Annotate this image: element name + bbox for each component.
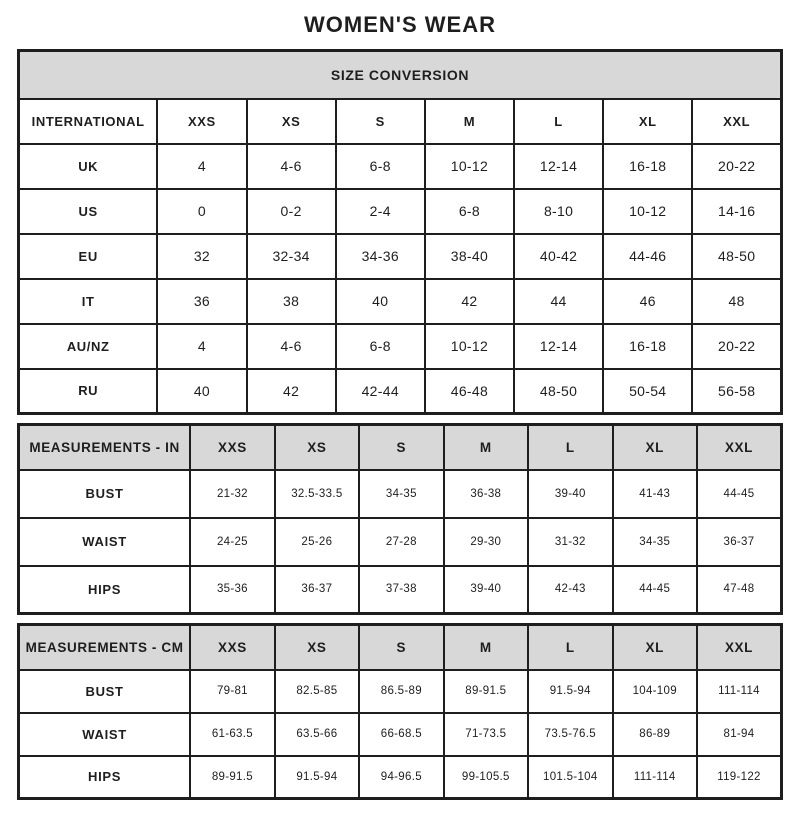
measurements-in-cell-bust-m: 36-38 <box>444 470 528 518</box>
measurements-cm-row-label-waist: WAIST <box>19 713 191 756</box>
measurements-cm-row-label-hips: HIPS <box>19 756 191 799</box>
measurements-cm-cell-hips-s: 94-96.5 <box>359 756 443 799</box>
size-conversion-cell-uk-xs: 4-6 <box>247 144 336 189</box>
size-conversion-cell-uk-xl: 16-18 <box>603 144 692 189</box>
size-conversion-cell-eu-s: 34-36 <box>336 234 425 279</box>
measurements-cm-cell-bust-xs: 82.5-85 <box>275 670 359 713</box>
measurements-in-cell-waist-s: 27-28 <box>359 518 443 566</box>
measurements-in-cell-waist-m: 29-30 <box>444 518 528 566</box>
size-conversion-cell-it-l: 44 <box>514 279 603 324</box>
measurements-cm-cell-waist-l: 73.5-76.5 <box>528 713 612 756</box>
size-conversion-cell-ru-xxl: 56-58 <box>692 369 781 414</box>
size-conversion-row-uk <box>19 144 782 189</box>
size-conversion-cell-it-s: 40 <box>336 279 425 324</box>
size-conversion-cell-au-nz-xl: 16-18 <box>603 324 692 369</box>
measurements-in-row-label-hips: HIPS <box>19 566 191 614</box>
size-conversion-column-header-xl: XL <box>603 99 692 144</box>
size-conversion-cell-eu-xl: 44-46 <box>603 234 692 279</box>
size-conversion-row-it <box>19 279 782 324</box>
size-conversion-row-label-it: IT <box>19 279 158 324</box>
measurements-in-column-header-measurements-in: MEASUREMENTS - IN <box>19 425 191 470</box>
size-conversion-cell-au-nz-xxs: 4 <box>157 324 246 369</box>
size-conversion-cell-au-nz-l: 12-14 <box>514 324 603 369</box>
size-conversion-cell-ru-l: 48-50 <box>514 369 603 414</box>
measurements-cm-cell-bust-xxs: 79-81 <box>190 670 274 713</box>
measurements-cm-row-hips <box>19 756 782 799</box>
size-conversion-cell-ru-xs: 42 <box>247 369 336 414</box>
measurements-in-table <box>17 423 783 615</box>
measurements-in-cell-waist-xs: 25-26 <box>275 518 359 566</box>
measurements-in-row-waist <box>19 518 782 566</box>
size-conversion-column-header-international: INTERNATIONAL <box>19 99 158 144</box>
measurements-cm-cell-hips-m: 99-105.5 <box>444 756 528 799</box>
size-conversion-column-header-s: S <box>336 99 425 144</box>
measurements-cm-cell-bust-s: 86.5-89 <box>359 670 443 713</box>
size-conversion-cell-ru-xxs: 40 <box>157 369 246 414</box>
measurements-cm-row-waist <box>19 713 782 756</box>
measurements-cm-row-label-bust: BUST <box>19 670 191 713</box>
size-conversion-row-label-au-nz: AU/NZ <box>19 324 158 369</box>
measurements-in-row-label-bust: BUST <box>19 470 191 518</box>
size-conversion-cell-au-nz-s: 6-8 <box>336 324 425 369</box>
size-conversion-row-au-nz <box>19 324 782 369</box>
size-conversion-cell-au-nz-m: 10-12 <box>425 324 514 369</box>
measurements-cm-cell-hips-l: 101.5-104 <box>528 756 612 799</box>
measurements-in-row-bust <box>19 470 782 518</box>
size-conversion-cell-us-m: 6-8 <box>425 189 514 234</box>
size-conversion-cell-us-s: 2-4 <box>336 189 425 234</box>
measurements-in-cell-hips-xxs: 35-36 <box>190 566 274 614</box>
measurements-cm-cell-waist-xxs: 61-63.5 <box>190 713 274 756</box>
size-conversion-cell-uk-l: 12-14 <box>514 144 603 189</box>
measurements-in-row-hips <box>19 566 782 614</box>
size-conversion-row-label-eu: EU <box>19 234 158 279</box>
size-conversion-column-header-l: L <box>514 99 603 144</box>
measurements-in-cell-bust-xl: 41-43 <box>613 470 697 518</box>
measurements-cm-column-header-s: S <box>359 625 443 670</box>
measurements-cm-column-header-m: M <box>444 625 528 670</box>
measurements-cm-column-header-xxs: XXS <box>190 625 274 670</box>
size-conversion-cell-eu-xxs: 32 <box>157 234 246 279</box>
measurements-in-row-label-waist: WAIST <box>19 518 191 566</box>
measurements-cm-cell-waist-xl: 86-89 <box>613 713 697 756</box>
size-conversion-column-header-xs: XS <box>247 99 336 144</box>
measurements-cm-cell-bust-xl: 104-109 <box>613 670 697 713</box>
measurements-cm-cell-hips-xxs: 89-91.5 <box>190 756 274 799</box>
measurements-cm-row-bust <box>19 670 782 713</box>
size-conversion-cell-us-l: 8-10 <box>514 189 603 234</box>
measurements-cm-cell-hips-xl: 111-114 <box>613 756 697 799</box>
size-conversion-cell-it-xxs: 36 <box>157 279 246 324</box>
measurements-cm-cell-hips-xxl: 119-122 <box>697 756 782 799</box>
measurements-in-column-header-xxl: XXL <box>697 425 782 470</box>
measurements-in-cell-hips-m: 39-40 <box>444 566 528 614</box>
measurements-in-cell-hips-xl: 44-45 <box>613 566 697 614</box>
measurements-cm-cell-bust-m: 89-91.5 <box>444 670 528 713</box>
measurements-in-column-header-xxs: XXS <box>190 425 274 470</box>
measurements-in-cell-bust-s: 34-35 <box>359 470 443 518</box>
size-conversion-cell-ru-xl: 50-54 <box>603 369 692 414</box>
measurements-cm-column-header-xs: XS <box>275 625 359 670</box>
size-conversion-row-label-uk: UK <box>19 144 158 189</box>
size-conversion-row-eu <box>19 234 782 279</box>
size-conversion-cell-eu-xxl: 48-50 <box>692 234 781 279</box>
measurements-cm-header-row <box>19 625 782 670</box>
measurements-cm-cell-waist-m: 71-73.5 <box>444 713 528 756</box>
size-conversion-cell-uk-m: 10-12 <box>425 144 514 189</box>
measurements-cm-cell-waist-xxl: 81-94 <box>697 713 782 756</box>
size-conversion-cell-uk-xxs: 4 <box>157 144 246 189</box>
measurements-in-cell-hips-l: 42-43 <box>528 566 612 614</box>
measurements-in-column-header-xl: XL <box>613 425 697 470</box>
measurements-cm-cell-waist-xs: 63.5-66 <box>275 713 359 756</box>
measurements-in-cell-waist-xxl: 36-37 <box>697 518 782 566</box>
size-conversion-cell-it-xs: 38 <box>247 279 336 324</box>
size-conversion-row-label-ru: RU <box>19 369 158 414</box>
size-conversion-band-row <box>19 51 782 99</box>
size-conversion-cell-us-xxs: 0 <box>157 189 246 234</box>
measurements-cm-cell-hips-xs: 91.5-94 <box>275 756 359 799</box>
size-conversion-table-title: SIZE CONVERSION <box>19 51 782 99</box>
size-conversion-cell-ru-s: 42-44 <box>336 369 425 414</box>
measurements-in-column-header-s: S <box>359 425 443 470</box>
size-conversion-cell-us-xxl: 14-16 <box>692 189 781 234</box>
measurements-in-cell-bust-xxs: 21-32 <box>190 470 274 518</box>
page-title: WOMEN'S WEAR <box>304 12 496 37</box>
size-conversion-cell-au-nz-xs: 4-6 <box>247 324 336 369</box>
measurements-in-cell-bust-l: 39-40 <box>528 470 612 518</box>
size-conversion-header-row <box>19 99 782 144</box>
measurements-in-cell-hips-xxl: 47-48 <box>697 566 782 614</box>
measurements-cm-cell-waist-s: 66-68.5 <box>359 713 443 756</box>
size-conversion-cell-eu-xs: 32-34 <box>247 234 336 279</box>
measurements-cm-column-header-l: L <box>528 625 612 670</box>
size-conversion-cell-us-xl: 10-12 <box>603 189 692 234</box>
size-conversion-row-label-us: US <box>19 189 158 234</box>
measurements-in-cell-bust-xxl: 44-45 <box>697 470 782 518</box>
size-conversion-cell-it-m: 42 <box>425 279 514 324</box>
measurements-cm-column-header-measurements-cm: MEASUREMENTS - CM <box>19 625 191 670</box>
measurements-cm-column-header-xl: XL <box>613 625 697 670</box>
size-conversion-cell-ru-m: 46-48 <box>425 369 514 414</box>
measurements-in-cell-waist-xxs: 24-25 <box>190 518 274 566</box>
measurements-in-header-row <box>19 425 782 470</box>
size-conversion-cell-it-xxl: 48 <box>692 279 781 324</box>
measurements-in-column-header-m: M <box>444 425 528 470</box>
measurements-in-column-header-xs: XS <box>275 425 359 470</box>
measurements-in-cell-waist-l: 31-32 <box>528 518 612 566</box>
size-conversion-cell-uk-s: 6-8 <box>336 144 425 189</box>
size-conversion-cell-au-nz-xxl: 20-22 <box>692 324 781 369</box>
measurements-in-cell-bust-xs: 32.5-33.5 <box>275 470 359 518</box>
size-conversion-column-header-xxs: XXS <box>157 99 246 144</box>
size-conversion-cell-uk-xxl: 20-22 <box>692 144 781 189</box>
size-conversion-cell-eu-l: 40-42 <box>514 234 603 279</box>
measurements-cm-cell-bust-l: 91.5-94 <box>528 670 612 713</box>
size-conversion-cell-us-xs: 0-2 <box>247 189 336 234</box>
measurements-cm-cell-bust-xxl: 111-114 <box>697 670 782 713</box>
size-conversion-row-ru <box>19 369 782 414</box>
size-conversion-column-header-m: M <box>425 99 514 144</box>
measurements-in-cell-waist-xl: 34-35 <box>613 518 697 566</box>
size-conversion-row-us <box>19 189 782 234</box>
size-conversion-table <box>17 49 783 415</box>
size-conversion-cell-it-xl: 46 <box>603 279 692 324</box>
measurements-in-cell-hips-xs: 36-37 <box>275 566 359 614</box>
measurements-cm-table <box>17 623 783 800</box>
measurements-in-column-header-l: L <box>528 425 612 470</box>
measurements-cm-column-header-xxl: XXL <box>697 625 782 670</box>
size-conversion-cell-eu-m: 38-40 <box>425 234 514 279</box>
measurements-in-cell-hips-s: 37-38 <box>359 566 443 614</box>
size-conversion-column-header-xxl: XXL <box>692 99 781 144</box>
